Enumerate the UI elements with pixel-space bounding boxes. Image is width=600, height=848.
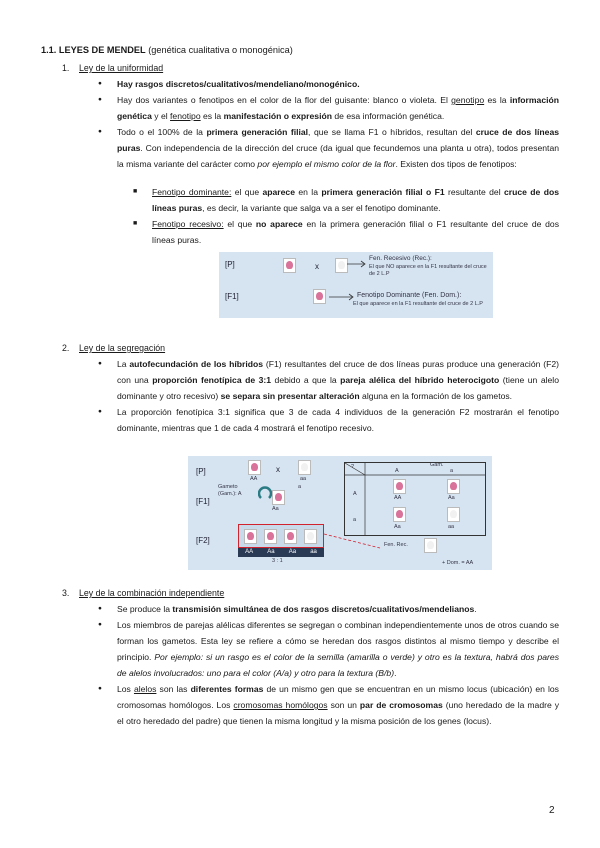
phenotype-list	[152, 184, 559, 248]
list-item: ● Hay dos variantes o fenotipos en el color de la flor del guisante: blanco o violeta. El genotipo es la información genética y el fenotipo es la manifestación o expresión de esa información genética.	[117, 92, 559, 124]
dominant-arrow-label: + Dom. = AA	[442, 560, 474, 566]
violet-flower-icon	[264, 529, 277, 544]
recessive-desc: El que NO aparece en la F1 resultante del cruce de 2 L.P	[369, 264, 487, 277]
gamete-header: Gam.	[430, 462, 444, 468]
white-flower-icon	[424, 538, 437, 553]
punnett-grid	[345, 463, 485, 535]
punnett-cell: Aa	[448, 495, 455, 501]
dominant-title: Fenotipo Dominante (Fen. Dom.):	[357, 292, 462, 299]
punnett-square	[344, 462, 486, 536]
violet-flower-icon	[248, 460, 261, 475]
page-number: 2	[549, 805, 555, 816]
allele-header: A	[395, 468, 399, 474]
segregation-diagram	[188, 456, 492, 570]
section-2-list	[117, 356, 559, 436]
section-3-list	[117, 601, 559, 729]
parent-label: [P]	[225, 260, 235, 269]
self-cross-arrow-icon	[258, 482, 272, 500]
cross-symbol: x	[315, 262, 319, 271]
gamete-label: Gameto (Gam.): A	[218, 484, 242, 497]
punnett-cell: aa	[448, 524, 455, 530]
arrow-icon	[329, 293, 355, 301]
allele-header: a	[353, 517, 357, 523]
allele-header: a	[450, 468, 454, 474]
list-item: ● Los alelos son las diferentes formas de un mismo gen que se encuentran en un mismo locus (ubicación) en los cromosomas homólogos. Los cromosomas homólogos son un par de cromosomas (uno heredado de la madre y el otro heredado del padre) que tienen la misma longitud y la misma posición de los genes (locus).	[117, 681, 559, 729]
genotype-label: Aa	[272, 506, 279, 512]
violet-flower-icon	[244, 529, 257, 544]
cross-corner-label: ?	[351, 464, 355, 470]
ratio-label: 3 : 1	[272, 558, 283, 564]
punnett-cell: AA	[394, 495, 402, 501]
arrow-icon	[347, 260, 367, 268]
page-title: 1.1. LEYES DE MENDEL (genética cualitativa o monogénica)	[41, 45, 293, 55]
section-1-heading: 1. Ley de la uniformidad	[62, 63, 164, 73]
recessive-arrow-label: Fen. Rec.	[384, 542, 408, 548]
genotype-label: aa	[300, 476, 307, 482]
list-item: ● Hay rasgos discretos/cualitativos/mendeliano/monogénico.	[117, 76, 559, 92]
white-flower-icon	[304, 529, 317, 544]
section-3-heading: 3. Ley de la combinación independiente	[62, 588, 225, 598]
violet-flower-icon	[284, 529, 297, 544]
dominance-diagram	[219, 252, 493, 318]
recessive-title: Fen. Recesivo (Rec.):	[369, 255, 432, 262]
section-1-list	[117, 76, 559, 172]
list-item: ● Todo o el 100% de la primera generación filial, que se llama F1 o híbridos, resultan del cruce de dos líneas puras. Con independencia de la dirección del cruce (da igual que fecundemos una planta u otra), todos presentan la misma variante del carácter como por ejemplo el mismo color de la flor. Existen dos tipos de fenotipos:	[117, 124, 559, 172]
allele-header: A	[353, 491, 357, 497]
violet-flower-icon	[313, 289, 326, 304]
violet-flower-icon	[393, 479, 406, 494]
list-item: ● La autofecundación de los híbridos (F1) resultantes del cruce de dos líneas puras produce una generación (F2) con una proporción fenotípica de 3:1 debido a que la pareja alélica del híbrido heterocigoto (tiene un alelo dominante y otro recesivo) se separa sin presentar alteración alguna en la formación de los gametos.	[117, 356, 559, 404]
cross-symbol: x	[276, 465, 280, 474]
parent-label: [P]	[196, 467, 206, 476]
section-2-heading: 2. Ley de la segregación	[62, 343, 166, 353]
dominant-desc: El que aparece en la F1 resultante del cruce de 2 L.P	[353, 301, 483, 307]
list-item: ● Los miembros de parejas alélicas diferentes se segregan o combinan independientemente unos de otros cuando se forman los gametos. Esta ley se refiere a cómo se heredan dos rasgos distintos al mismo tiempo y describe el principio. Por ejemplo: si un rasgo es el color de la semilla (amarilla o verde) y otro es la textura, habrá dos pares de alelos involucrados: uno para el color (A/a) y otro para la textura (B/b).	[117, 617, 559, 681]
violet-flower-icon	[393, 507, 406, 522]
list-item: ■ Fenotipo dominante: el que aparece en la primera generación filial o F1 resultante del cruce de dos líneas puras, es decir, la variante que salga va a ser el fenotipo dominante.	[152, 184, 559, 216]
f2-label: [F2]	[196, 536, 210, 545]
f2-flowers-box	[238, 524, 324, 548]
list-item: ● La proporción fenotípica 3:1 significa que 3 de cada 4 individuos de la generación F2 mostrarán el fenotipo dominante, mientras que 1 de cada 4 mostrará el fenotipo recesivo.	[117, 404, 559, 436]
white-flower-icon	[447, 507, 460, 522]
list-item: ■ Fenotipo recesivo: el que no aparece en la primera generación filial o F1 resultante del cruce de dos líneas puras.	[152, 216, 559, 248]
pointer-line-icon	[324, 530, 384, 552]
gamete-label: a	[298, 484, 302, 490]
white-flower-icon	[298, 460, 311, 475]
list-item: ● Se produce la transmisión simultánea de dos rasgos discretos/cualitativos/mendelianos.	[117, 601, 559, 617]
violet-flower-icon	[447, 479, 460, 494]
f1-label: [F1]	[196, 497, 210, 506]
violet-flower-icon	[272, 490, 285, 505]
f1-label: [F1]	[225, 292, 239, 301]
f2-genotype-row: AA Aa Aa aa	[238, 548, 324, 557]
genotype-label: AA	[250, 476, 258, 482]
punnett-cell: Aa	[394, 524, 401, 530]
violet-flower-icon	[283, 258, 296, 273]
